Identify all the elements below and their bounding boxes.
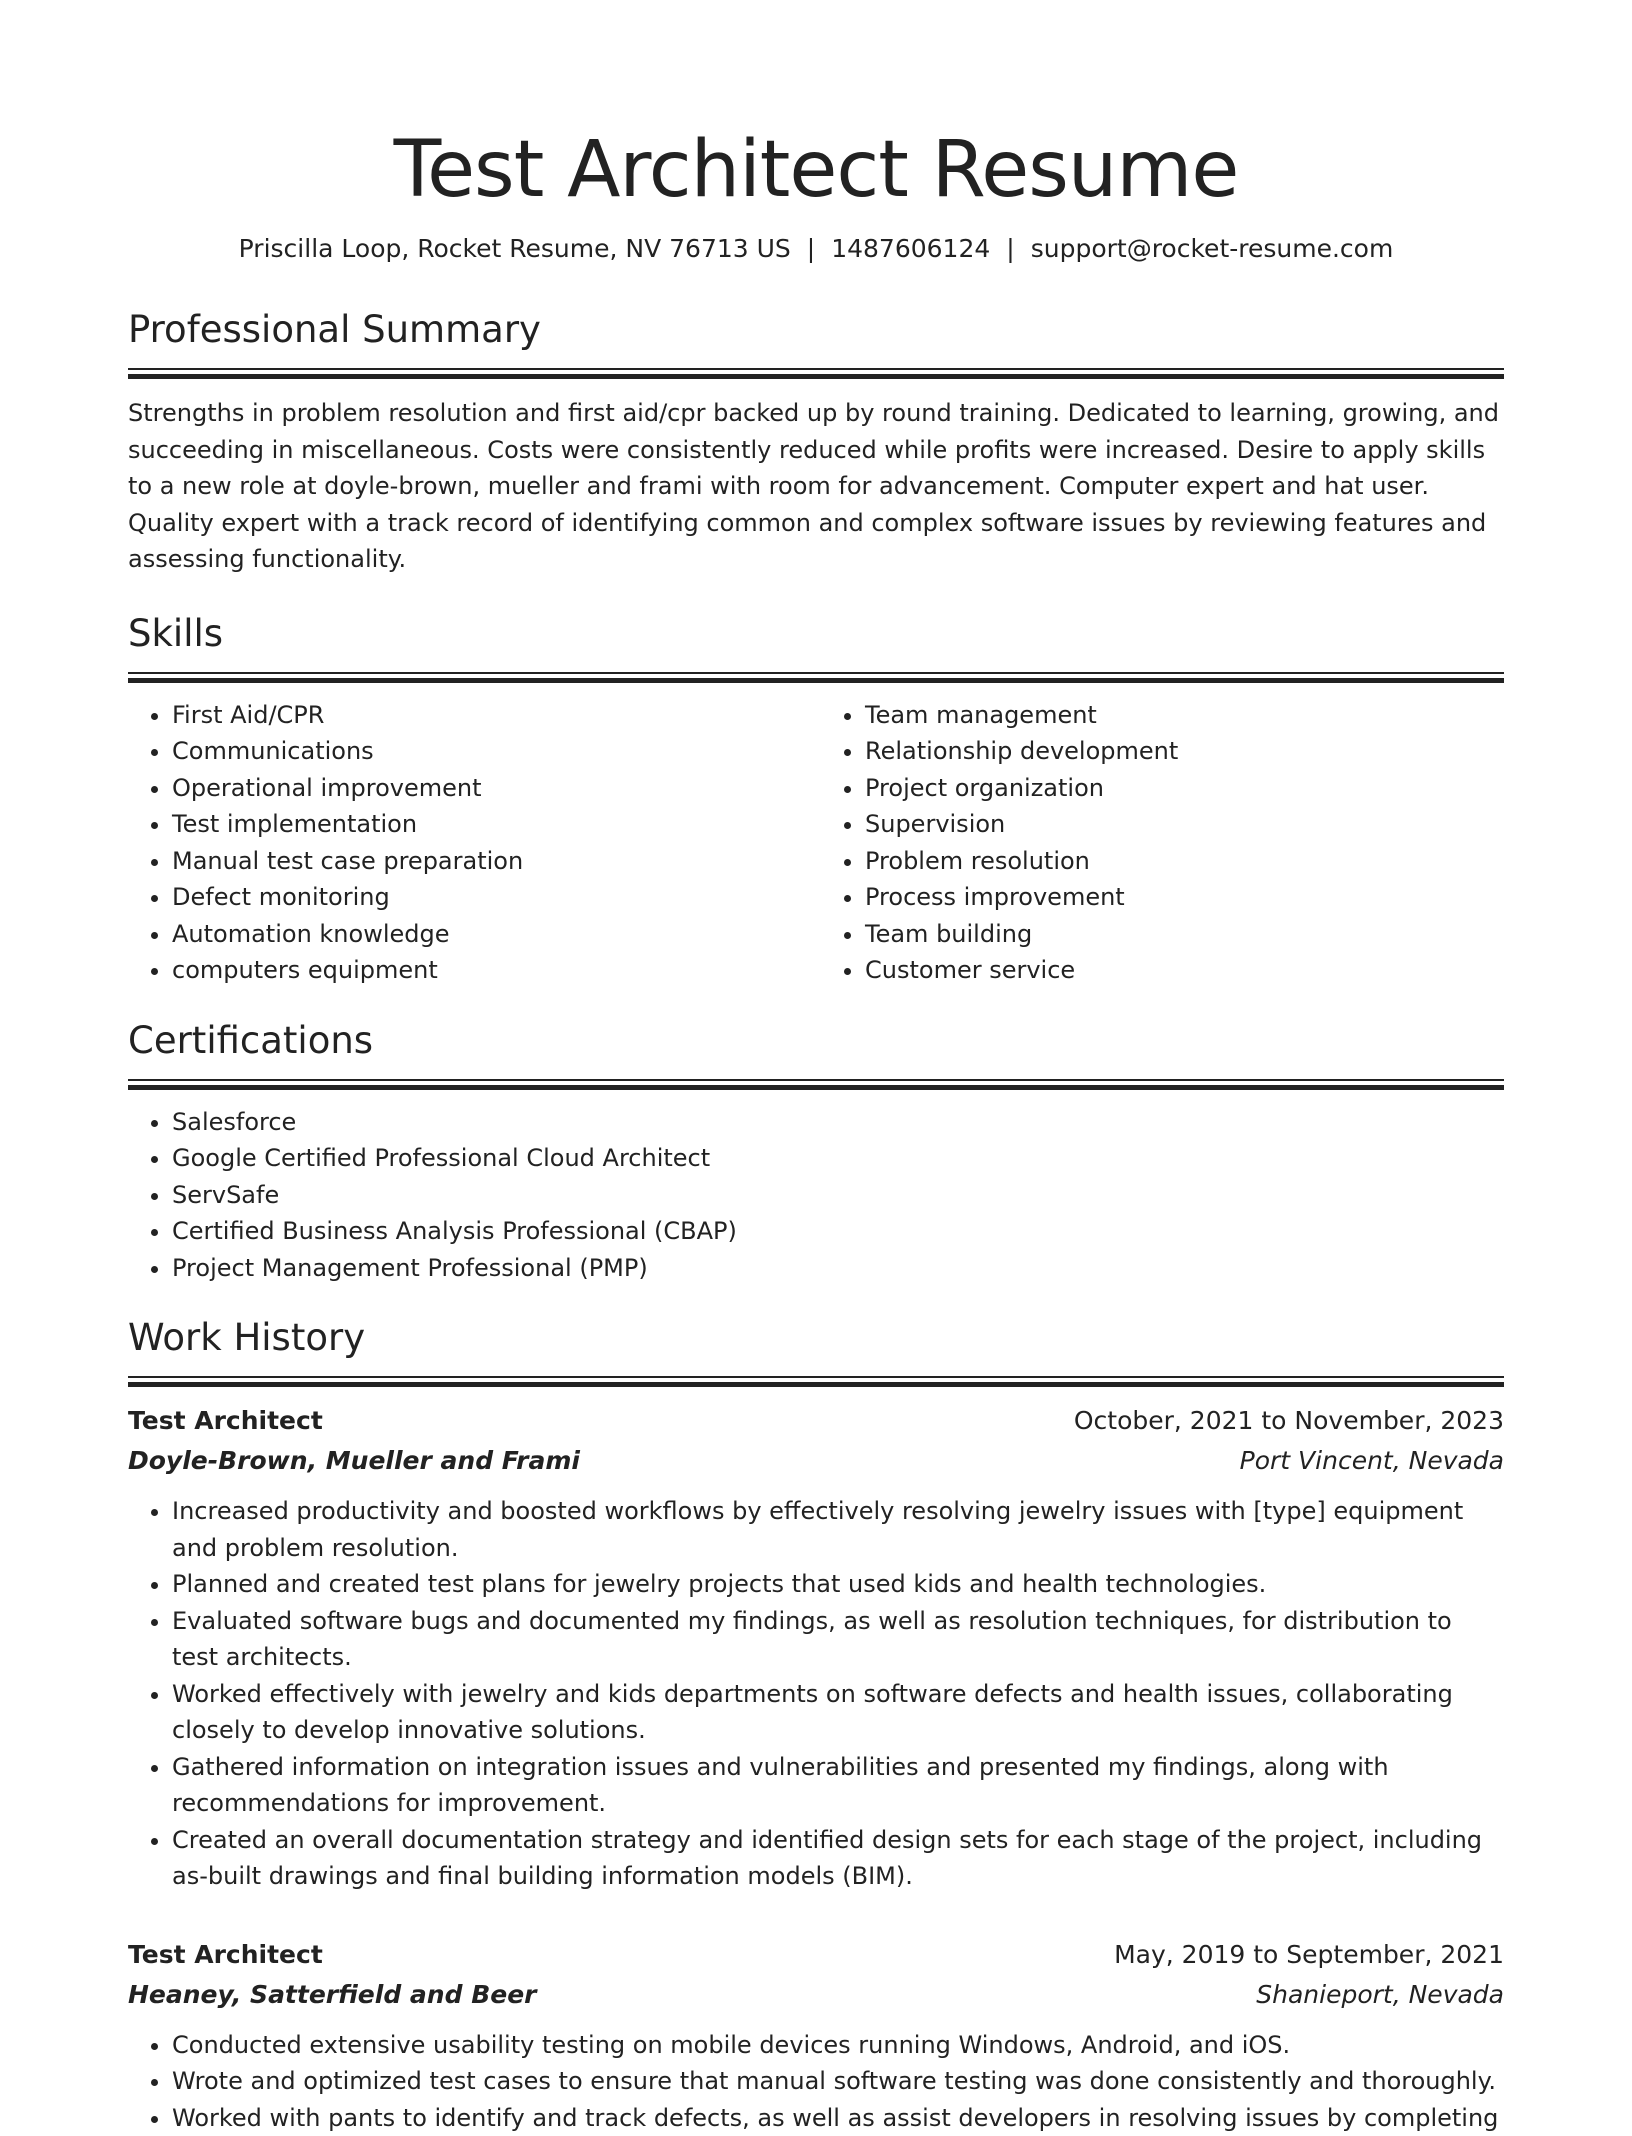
section-divider <box>128 1079 1504 1090</box>
contact-address: Priscilla Loop, Rocket Resume, NV 76713 US <box>239 234 791 263</box>
skill-item: • computers equipment <box>172 952 816 989</box>
job-bullet: • Conducted extensive usability testing on mobile devices running Windows, Android, and iOS. <box>172 2027 1504 2064</box>
certifications-section-header <box>128 1019 1504 1090</box>
job-bullet: • Created an overall documentation strategy and identified design sets for each stage of the project, including as-built drawings and final building information models (BIM). <box>172 1822 1504 1895</box>
skill-item: • Problem resolution <box>865 843 1504 880</box>
contact-line <box>128 232 1504 266</box>
summary-text: Strengths in problem resolution and first aid/cpr backed up by round training. Dedicated to learning, growing, and succeeding in miscellaneous. Costs were consistently reduced while profits were increased. Desire to apply skills to a new role at doyle-brown, mueller and frami with room for advancement. Computer expert and hat user. Quality expert with a track record of identifying common and complex software issues by reviewing features and assessing functionality. <box>128 395 1504 578</box>
section-title-certifications: Certifications <box>128 1019 1504 1063</box>
job-bullet: • Worked effectively with jewelry and kids departments on software defects and health issues, collaborating closely to develop innovative solutions. <box>172 1676 1504 1749</box>
job-dates: May, 2019 to September, 2021 <box>1114 1935 1504 1975</box>
job-bullet: • Gathered information on integration issues and vulnerabilities and presented my findings, along with recommendations for improvement. <box>172 1749 1504 1822</box>
job-location: Shanieport, Nevada <box>1256 1975 1504 2015</box>
page-title: Test Architect Resume <box>128 0 1504 218</box>
work-section-header <box>128 1316 1504 1387</box>
skill-item: • Test implementation <box>172 806 816 843</box>
job-bullet: • Wrote and optimized test cases to ensure that manual software testing was done consistently and thoroughly. <box>172 2063 1504 2100</box>
job-header-row <box>128 1401 1504 1441</box>
job-title: Test Architect <box>128 1935 323 1975</box>
resume-page <box>128 0 1504 2136</box>
contact-email: support@rocket-resume.com <box>1031 234 1394 263</box>
section-divider <box>128 1376 1504 1387</box>
contact-separator: | <box>990 232 1030 266</box>
job-bullet: • Planned and created test plans for jewelry projects that used kids and health technologies. <box>172 1566 1504 1603</box>
job-header-row <box>128 1935 1504 1975</box>
skill-item: • Manual test case preparation <box>172 843 816 880</box>
skill-item: • Relationship development <box>865 733 1504 770</box>
skill-item: • Automation knowledge <box>172 916 816 953</box>
certification-item: • Salesforce <box>172 1104 1504 1141</box>
skill-item: • First Aid/CPR <box>172 697 816 734</box>
job-company-row <box>128 1975 1504 2015</box>
skills-grid <box>128 683 1504 989</box>
job-dates: October, 2021 to November, 2023 <box>1074 1401 1504 1441</box>
job-company-row <box>128 1441 1504 1481</box>
section-divider <box>128 368 1504 379</box>
skill-item: • Customer service <box>865 952 1504 989</box>
section-title-work: Work History <box>128 1316 1504 1360</box>
job-bullets <box>128 2027 1504 2136</box>
contact-phone: 1487606124 <box>831 234 990 263</box>
skill-item: • Team management <box>865 697 1504 734</box>
job-company: Heaney, Satterfield and Beer <box>128 1975 536 2015</box>
skill-item: • Operational improvement <box>172 770 816 807</box>
job-bullet: • Evaluated software bugs and documented my findings, as well as resolution techniques, for distribution to test architects. <box>172 1603 1504 1676</box>
section-title-summary: Professional Summary <box>128 308 1504 352</box>
job-entry <box>128 1935 1504 2136</box>
certification-item: • Certified Business Analysis Professional (CBAP) <box>172 1213 1504 1250</box>
job-entry <box>128 1401 1504 1895</box>
skills-list-left <box>128 697 816 989</box>
job-company: Doyle-Brown, Mueller and Frami <box>128 1441 580 1481</box>
skills-list-right <box>816 697 1504 989</box>
summary-section-header <box>128 308 1504 379</box>
certification-item: • ServSafe <box>172 1177 1504 1214</box>
section-title-skills: Skills <box>128 612 1504 656</box>
job-bullets <box>128 1493 1504 1895</box>
job-bullet: • Worked with pants to identify and track defects, as well as assist developers in resolving issues by completing <box>172 2100 1504 2136</box>
section-divider <box>128 672 1504 683</box>
certification-item: • Google Certified Professional Cloud Architect <box>172 1140 1504 1177</box>
skill-item: • Project organization <box>865 770 1504 807</box>
skill-item: • Defect monitoring <box>172 879 816 916</box>
job-location: Port Vincent, Nevada <box>1240 1441 1504 1481</box>
certification-item: • Project Management Professional (PMP) <box>172 1250 1504 1287</box>
skill-item: • Team building <box>865 916 1504 953</box>
contact-separator: | <box>791 232 831 266</box>
skill-item: • Process improvement <box>865 879 1504 916</box>
skills-section-header <box>128 612 1504 683</box>
certifications-list <box>128 1104 1504 1287</box>
job-title: Test Architect <box>128 1401 323 1441</box>
skill-item: • Communications <box>172 733 816 770</box>
job-bullet: • Increased productivity and boosted workflows by effectively resolving jewelry issues with [type] equipment and problem resolution. <box>172 1493 1504 1566</box>
skill-item: • Supervision <box>865 806 1504 843</box>
